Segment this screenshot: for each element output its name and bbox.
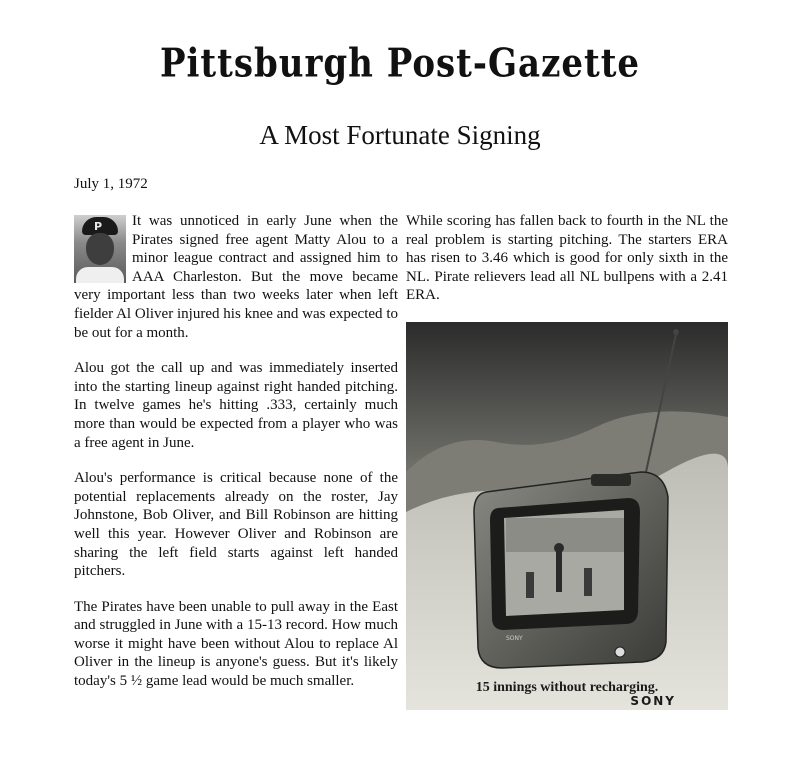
headline: A Most Fortunate Signing [259, 120, 541, 150]
player-photo: P [74, 215, 126, 283]
paragraph: The Pirates have been unable to pull away in the East and struggled in June with a 15-13 record. How much worse it might have been without Alou to replace Al Oliver in the lineup is anyone's guess. But it's likely today's 5 ½ game lead would be much smaller. [74, 598, 398, 690]
paragraph [74, 212, 398, 342]
paragraph: Alou got the call up and was immediately inserted into the starting lineup against right handed pitching. In twelve games he's hitting .333, certainly much more than would be expected from a player who was a free agent in June. [74, 360, 398, 451]
paragraph-text: It was unnoticed in early June when the Pirates signed free agent Matty Alou to a minor league contract and assigned him to AAA Charleston. But the move became very important less than two weeks later when left fielder Al Oliver injured his knee and was expected to be out for a month. [74, 213, 398, 341]
sony-tv-advertisement [406, 322, 728, 710]
ad-brand-logo: SONY [630, 694, 676, 708]
paragraph: Alou's performance is critical because none of the potential replacements already on the roster, Jay Johnstone, Bob Oliver, and Bill Robinson are hitting well this year. However Oliver and Robinson are sharing the left field starts against left handed pitchers. [74, 470, 398, 580]
svg-text:SONY: SONY [506, 635, 523, 642]
tv-illustration [406, 322, 728, 710]
left-column [74, 212, 398, 708]
paragraph: While scoring has fallen back to fourth in the NL the real problem is starting pitching. The starters ERA has risen to 3.46 which is good for only sixth in the NL. Pirate relievers lead all NL bullpens with a 2.41 ERA. [406, 213, 728, 304]
ad-caption: 15 innings without recharging. [475, 680, 659, 695]
right-column [406, 212, 728, 322]
dateline: July 1, 1972 [74, 176, 148, 192]
masthead: Pittsburgh Post-Gazette [159, 41, 641, 87]
